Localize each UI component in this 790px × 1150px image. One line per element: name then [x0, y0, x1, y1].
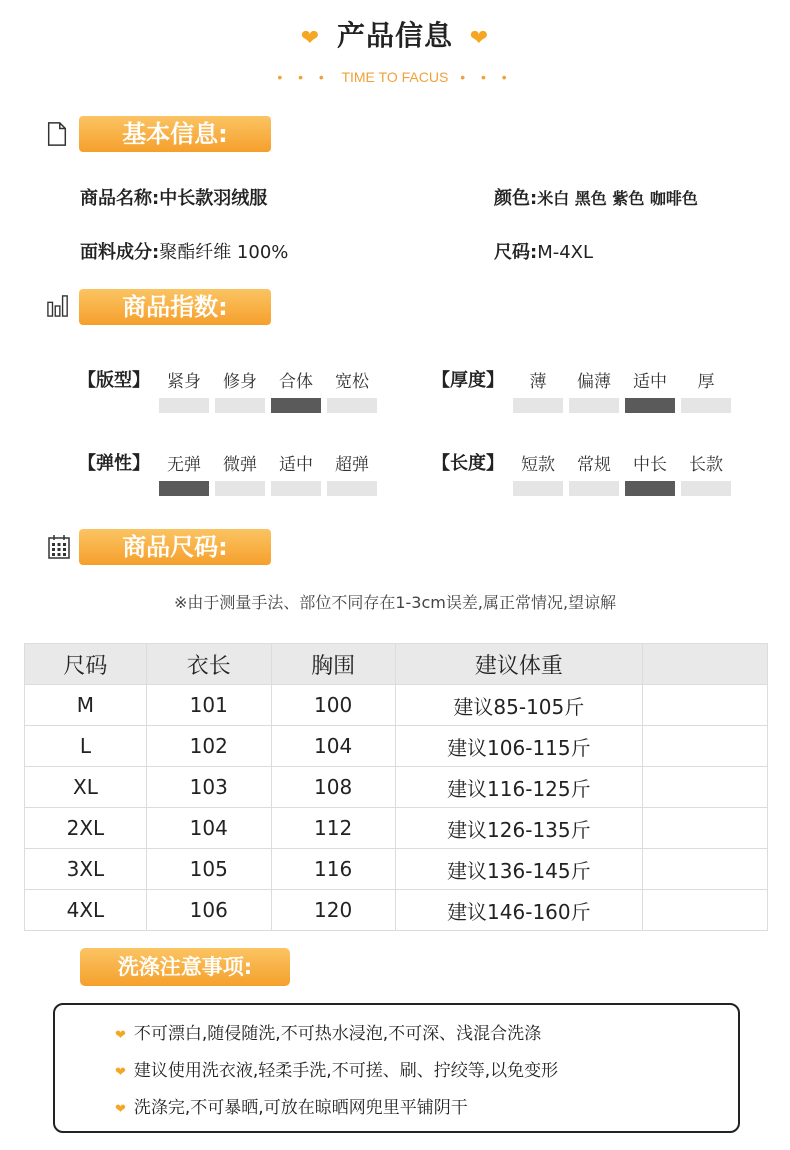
table-cell: 2XL — [25, 808, 147, 849]
section-label-sizes: 商品尺码: — [79, 529, 271, 565]
section-label-basic: 基本信息: — [79, 116, 271, 152]
header-bust: 胸围 — [271, 644, 395, 685]
table-cell: XL — [25, 767, 147, 808]
index-option: 厚 — [697, 372, 715, 392]
table-cell: 105 — [146, 849, 271, 890]
index-option: 微弹 — [223, 455, 257, 475]
table-cell: 102 — [146, 726, 271, 767]
index-option: 短款 — [521, 455, 555, 475]
table-cell: 建议126-135斤 — [395, 808, 643, 849]
size-table — [24, 643, 768, 931]
table-cell: 建议136-145斤 — [395, 849, 643, 890]
table-cell — [643, 685, 768, 726]
table-cell: 120 — [271, 890, 395, 931]
index-option: 宽松 — [335, 372, 369, 392]
table-cell: L — [25, 726, 147, 767]
table-cell: 建议146-160斤 — [395, 890, 643, 931]
table-cell: 106 — [146, 890, 271, 931]
table-row — [25, 849, 768, 890]
table-cell: 108 — [271, 767, 395, 808]
index-bar — [569, 481, 619, 496]
table-row — [25, 726, 768, 767]
care-item: ❤ 不可漂白,随侵随洗,不可热水浸泡,不可深、浅混合洗涤 — [115, 1024, 542, 1044]
index-option: 合体 — [279, 372, 313, 392]
table-cell: 100 — [271, 685, 395, 726]
info-fabric: 面料成分:聚酯纤维 100% — [80, 242, 289, 263]
index-option: 超弹 — [335, 455, 369, 475]
info-color: 颜色:米白 黑色 紫色 咖啡色 — [494, 188, 698, 209]
index-bar — [215, 481, 265, 496]
info-size: 尺码:M-4XL — [494, 242, 594, 263]
table-cell: M — [25, 685, 147, 726]
header-empty — [643, 644, 768, 685]
care-item: ❤ 建议使用洗衣液,轻柔手洗,不可搓、刷、拧绞等,以免变形 — [115, 1061, 559, 1081]
page-subtitle: • • • TIME TO FACUS • • • — [277, 69, 513, 85]
index-bar-selected — [159, 481, 209, 496]
calendar-icon — [48, 535, 70, 559]
table-cell: 建议85-105斤 — [395, 685, 643, 726]
page-title: ❤ 产品信息 ❤ — [300, 19, 490, 52]
table-cell: 104 — [146, 808, 271, 849]
table-row — [25, 890, 768, 931]
care-item: ❤ 洗涤完,不可暴晒,可放在晾晒网兜里平铺阴干 — [115, 1098, 468, 1118]
header-size: 尺码 — [25, 644, 147, 685]
index-label: 【弹性】 — [78, 453, 150, 474]
index-bar — [681, 481, 731, 496]
table-cell: 104 — [271, 726, 395, 767]
header-length: 衣长 — [146, 644, 271, 685]
heart-icon: ❤ — [469, 26, 490, 51]
table-row — [25, 808, 768, 849]
size-note: ※由于测量手法、部位不同存在1-3cm误差,属正常情况,望谅解 — [173, 593, 617, 612]
index-bar — [569, 398, 619, 413]
table-cell — [643, 767, 768, 808]
table-cell — [643, 849, 768, 890]
section-label-index: 商品指数: — [79, 289, 271, 325]
heart-icon: ❤ — [115, 1102, 126, 1117]
table-cell: 建议106-115斤 — [395, 726, 643, 767]
table-cell: 建议116-125斤 — [395, 767, 643, 808]
index-label: 【厚度】 — [432, 370, 504, 391]
table-cell: 101 — [146, 685, 271, 726]
index-bar-selected — [625, 481, 675, 496]
index-option: 偏薄 — [577, 372, 611, 392]
index-bar — [681, 398, 731, 413]
index-option: 修身 — [223, 372, 257, 392]
index-bar — [327, 481, 377, 496]
index-bar — [215, 398, 265, 413]
index-label: 【长度】 — [432, 453, 504, 474]
heart-icon: ❤ — [115, 1028, 126, 1043]
heart-icon: ❤ — [115, 1065, 126, 1080]
index-option: 薄 — [529, 372, 547, 392]
table-cell — [643, 890, 768, 931]
info-name: 商品名称:中长款羽绒服 — [80, 188, 268, 209]
table-header-row — [25, 644, 768, 685]
table-cell: 112 — [271, 808, 395, 849]
index-bar — [513, 398, 563, 413]
bar-chart-icon — [47, 294, 69, 318]
header-weight: 建议体重 — [395, 644, 643, 685]
index-option: 适中 — [279, 455, 313, 475]
table-cell: 3XL — [25, 849, 147, 890]
table-cell: 103 — [146, 767, 271, 808]
section-label-care: 洗涤注意事项: — [80, 948, 290, 986]
index-option: 常规 — [577, 455, 611, 475]
document-icon — [46, 122, 68, 146]
heart-icon: ❤ — [300, 26, 321, 51]
index-bar — [271, 481, 321, 496]
table-cell — [643, 808, 768, 849]
table-cell — [643, 726, 768, 767]
index-bar — [327, 398, 377, 413]
index-option: 中长 — [633, 455, 667, 475]
index-label: 【版型】 — [78, 370, 150, 391]
index-bar — [159, 398, 209, 413]
table-row — [25, 685, 768, 726]
index-option: 适中 — [633, 372, 667, 392]
table-cell: 116 — [271, 849, 395, 890]
table-cell: 4XL — [25, 890, 147, 931]
index-bar — [513, 481, 563, 496]
index-bar-selected — [625, 398, 675, 413]
index-bar-selected — [271, 398, 321, 413]
index-option: 长款 — [689, 455, 723, 475]
index-option: 无弹 — [167, 455, 201, 475]
table-row — [25, 767, 768, 808]
index-option: 紧身 — [167, 372, 201, 392]
